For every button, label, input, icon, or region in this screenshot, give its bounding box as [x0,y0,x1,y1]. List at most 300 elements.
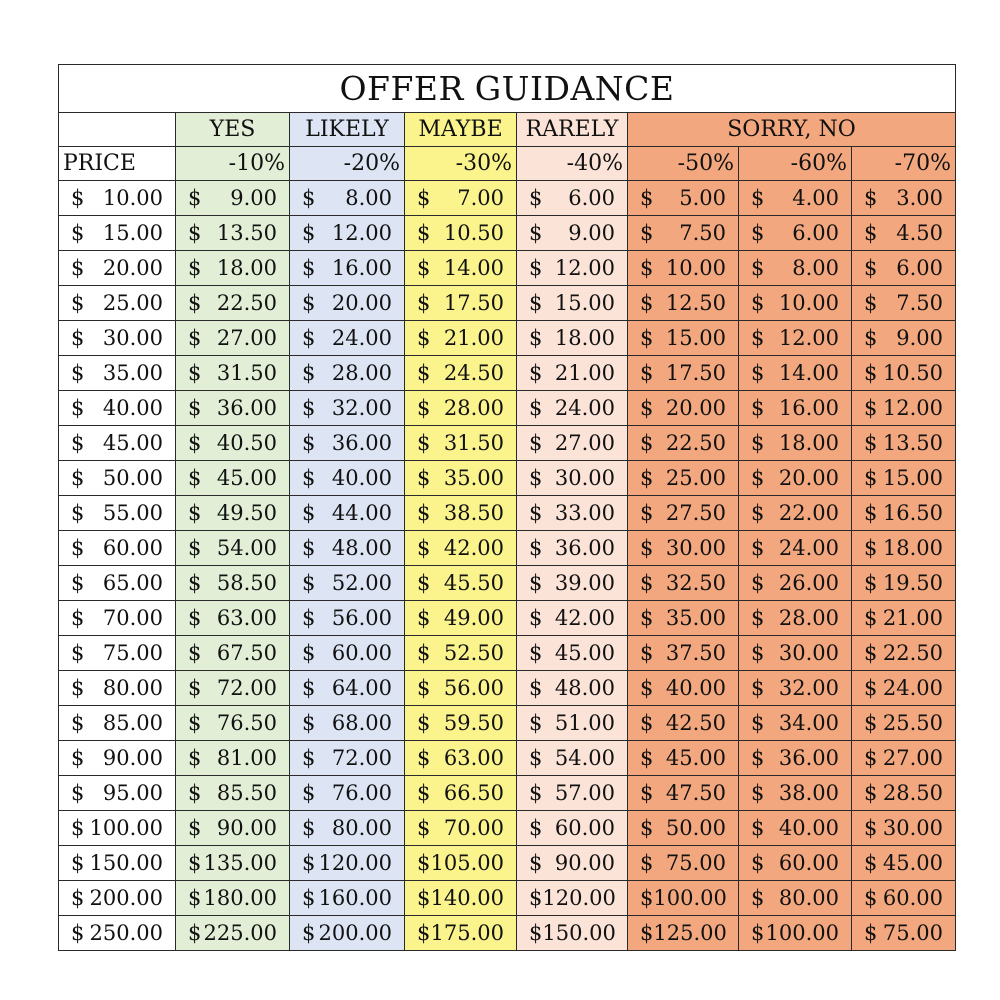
amount: 24.00 [882,676,943,700]
no-60-cell [739,321,852,356]
currency-symbol: $ [640,326,654,350]
amount: 8.00 [792,256,839,280]
currency-symbol: $ [302,781,316,805]
currency-symbol: $ [302,326,316,350]
amount: 13.50 [216,221,277,245]
amount: 42.50 [665,711,726,735]
currency-symbol: $ [417,676,431,700]
currency-symbol: $ [529,291,543,315]
maybe-cell [405,356,517,391]
maybe-cell [405,706,517,741]
no-60-cell [739,706,852,741]
currency-symbol: $ [640,221,654,245]
maybe-cell [405,811,517,846]
currency-symbol: $ [188,781,202,805]
amount: 90.00 [102,746,163,770]
no-70-cell [852,811,956,846]
no-50-cell [628,461,739,496]
currency-symbol: $ [417,711,431,735]
currency-symbol: $ [864,851,878,875]
currency-symbol: $ [529,711,543,735]
amount: 16.50 [882,501,943,525]
no-70-cell [852,881,956,916]
amount: 200.00 [89,886,163,910]
currency-symbol: $ [751,781,765,805]
amount: 42.00 [443,536,504,560]
currency-symbol: $ [302,256,316,280]
amount: 85.00 [102,711,163,735]
currency-symbol: $ [71,886,85,910]
currency-symbol: $ [529,676,543,700]
amount: 200.00 [318,921,392,945]
amount: 49.00 [443,606,504,630]
amount: 75.00 [882,921,943,945]
amount: 24.00 [778,536,839,560]
amount: 19.50 [882,571,943,595]
percent-header: -10% [176,147,290,181]
yes-cell [176,811,290,846]
yes-cell [176,671,290,706]
currency-symbol: $ [188,466,202,490]
currency-symbol: $ [751,431,765,455]
currency-symbol: $ [417,256,431,280]
no-50-cell [628,671,739,706]
amount: 9.00 [568,221,615,245]
currency-symbol: $ [529,256,543,280]
currency-symbol: $ [417,851,431,875]
table-row [59,811,956,846]
amount: 45.00 [554,641,615,665]
amount: 70.00 [443,816,504,840]
likely-cell [290,916,405,951]
maybe-cell [405,181,517,216]
amount: 180.00 [203,886,277,910]
currency-symbol: $ [751,256,765,280]
amount: 16.00 [331,256,392,280]
currency-symbol: $ [751,326,765,350]
no-70-cell [852,391,956,426]
price-cell [59,251,176,286]
header-sorry-no: SORRY, NO [628,113,956,147]
table-row [59,496,956,531]
no-70-cell [852,496,956,531]
amount: 50.00 [665,816,726,840]
rarely-cell [517,356,628,391]
no-50-cell [628,391,739,426]
amount: 100.00 [653,886,727,910]
currency-symbol: $ [529,431,543,455]
currency-symbol: $ [71,641,85,665]
amount: 90.00 [216,816,277,840]
header-maybe: MAYBE [405,113,517,147]
price-header: PRICE [59,147,176,181]
currency-symbol: $ [302,676,316,700]
amount: 90.00 [554,851,615,875]
rarely-cell [517,846,628,881]
title-row [59,65,956,113]
amount: 18.00 [216,256,277,280]
no-60-cell [739,741,852,776]
no-70-cell [852,356,956,391]
amount: 95.00 [102,781,163,805]
maybe-cell [405,881,517,916]
currency-symbol: $ [640,606,654,630]
no-70-cell [852,461,956,496]
maybe-cell [405,636,517,671]
likely-cell [290,601,405,636]
amount: 38.00 [778,781,839,805]
amount: 10.00 [778,291,839,315]
amount: 36.00 [216,396,277,420]
no-50-cell [628,776,739,811]
amount: 45.00 [882,851,943,875]
currency-symbol: $ [188,676,202,700]
currency-symbol: $ [71,676,85,700]
currency-symbol: $ [71,711,85,735]
rarely-cell [517,881,628,916]
maybe-cell [405,531,517,566]
amount: 80.00 [102,676,163,700]
no-60-cell [739,461,852,496]
amount: 10.50 [443,221,504,245]
table-row [59,916,956,951]
amount: 48.00 [331,536,392,560]
currency-symbol: $ [188,396,202,420]
amount: 59.50 [443,711,504,735]
currency-symbol: $ [640,501,654,525]
currency-symbol: $ [640,256,654,280]
amount: 10.50 [882,361,943,385]
currency-symbol: $ [417,466,431,490]
amount: 81.00 [216,746,277,770]
amount: 45.00 [216,466,277,490]
amount: 60.00 [331,641,392,665]
no-60-cell [739,636,852,671]
currency-symbol: $ [302,221,316,245]
amount: 10.00 [665,256,726,280]
rarely-cell [517,286,628,321]
currency-symbol: $ [417,921,431,945]
amount: 160.00 [318,886,392,910]
amount: 42.00 [554,606,615,630]
price-cell [59,741,176,776]
amount: 60.00 [102,536,163,560]
amount: 12.00 [778,326,839,350]
rarely-cell [517,426,628,461]
amount: 135.00 [203,851,277,875]
amount: 12.00 [554,256,615,280]
amount: 10.00 [102,186,163,210]
currency-symbol: $ [188,221,202,245]
amount: 25.50 [882,711,943,735]
currency-symbol: $ [751,886,765,910]
currency-symbol: $ [417,501,431,525]
amount: 40.50 [216,431,277,455]
currency-symbol: $ [417,186,431,210]
amount: 7.50 [896,291,943,315]
amount: 76.50 [216,711,277,735]
currency-symbol: $ [71,291,85,315]
no-60-cell [739,916,852,951]
currency-symbol: $ [188,816,202,840]
percent-header: -20% [290,147,405,181]
amount: 76.00 [331,781,392,805]
no-50-cell [628,916,739,951]
no-60-cell [739,671,852,706]
amount: 30.00 [882,816,943,840]
likely-cell [290,356,405,391]
currency-symbol: $ [864,361,878,385]
maybe-cell [405,321,517,356]
no-70-cell [852,181,956,216]
amount: 24.00 [331,326,392,350]
currency-symbol: $ [640,291,654,315]
amount: 12.50 [665,291,726,315]
price-cell [59,391,176,426]
yes-cell [176,706,290,741]
currency-symbol: $ [864,676,878,700]
currency-symbol: $ [640,676,654,700]
rarely-cell [517,566,628,601]
no-60-cell [739,776,852,811]
no-70-cell [852,426,956,461]
currency-symbol: $ [188,921,202,945]
amount: 6.00 [568,186,615,210]
maybe-cell [405,916,517,951]
currency-symbol: $ [640,851,654,875]
currency-symbol: $ [188,431,202,455]
amount: 80.00 [778,886,839,910]
currency-symbol: $ [302,851,316,875]
no-50-cell [628,251,739,286]
currency-symbol: $ [751,746,765,770]
currency-symbol: $ [864,501,878,525]
amount: 27.00 [882,746,943,770]
no-60-cell [739,181,852,216]
amount: 40.00 [331,466,392,490]
price-cell [59,321,176,356]
currency-symbol: $ [864,921,878,945]
currency-symbol: $ [188,851,202,875]
no-50-cell [628,356,739,391]
table-row [59,251,956,286]
currency-symbol: $ [417,291,431,315]
maybe-cell [405,566,517,601]
likely-cell [290,881,405,916]
no-50-cell [628,566,739,601]
yes-cell [176,356,290,391]
currency-symbol: $ [71,501,85,525]
amount: 63.00 [216,606,277,630]
amount: 30.00 [778,641,839,665]
amount: 48.00 [554,676,615,700]
currency-symbol: $ [188,186,202,210]
currency-symbol: $ [302,501,316,525]
currency-symbol: $ [640,186,654,210]
currency-symbol: $ [640,396,654,420]
currency-symbol: $ [640,816,654,840]
yes-cell [176,916,290,951]
yes-cell [176,566,290,601]
likely-cell [290,741,405,776]
amount: 35.00 [443,466,504,490]
yes-cell [176,741,290,776]
amount: 12.00 [882,396,943,420]
currency-symbol: $ [417,746,431,770]
amount: 51.00 [554,711,615,735]
percent-header: -30% [405,147,517,181]
currency-symbol: $ [751,291,765,315]
percent-header: -40% [517,147,628,181]
amount: 20.00 [331,291,392,315]
currency-symbol: $ [529,536,543,560]
currency-symbol: $ [529,571,543,595]
amount: 63.00 [443,746,504,770]
price-cell [59,671,176,706]
amount: 25.00 [102,291,163,315]
no-50-cell [628,496,739,531]
amount: 16.00 [778,396,839,420]
amount: 13.50 [882,431,943,455]
currency-symbol: $ [188,641,202,665]
currency-symbol: $ [417,536,431,560]
currency-symbol: $ [640,746,654,770]
rarely-cell [517,601,628,636]
rarely-cell [517,741,628,776]
currency-symbol: $ [751,816,765,840]
amount: 54.00 [554,746,615,770]
currency-symbol: $ [529,851,543,875]
currency-symbol: $ [302,291,316,315]
amount: 35.00 [665,606,726,630]
amount: 52.50 [443,641,504,665]
currency-symbol: $ [751,921,765,945]
yes-cell [176,531,290,566]
amount: 64.00 [331,676,392,700]
no-60-cell [739,356,852,391]
currency-symbol: $ [302,431,316,455]
likely-cell [290,846,405,881]
currency-symbol: $ [417,816,431,840]
currency-symbol: $ [640,361,654,385]
table-row [59,566,956,601]
currency-symbol: $ [188,711,202,735]
amount: 22.50 [665,431,726,455]
currency-symbol: $ [188,536,202,560]
currency-symbol: $ [302,746,316,770]
yes-cell [176,426,290,461]
percent-header-row [59,147,956,181]
currency-symbol: $ [302,571,316,595]
currency-symbol: $ [864,781,878,805]
currency-symbol: $ [864,291,878,315]
amount: 24.50 [443,361,504,385]
rarely-cell [517,251,628,286]
rarely-cell [517,916,628,951]
currency-symbol: $ [640,921,654,945]
table-row [59,321,956,356]
likely-cell [290,391,405,426]
amount: 14.00 [778,361,839,385]
amount: 18.00 [882,536,943,560]
likely-cell [290,706,405,741]
table-row [59,216,956,251]
amount: 56.00 [443,676,504,700]
yes-cell [176,601,290,636]
amount: 32.00 [331,396,392,420]
currency-symbol: $ [751,851,765,875]
amount: 14.00 [443,256,504,280]
table-row [59,671,956,706]
likely-cell [290,251,405,286]
amount: 36.00 [331,431,392,455]
amount: 21.00 [882,606,943,630]
amount: 4.50 [896,221,943,245]
amount: 60.00 [778,851,839,875]
no-70-cell [852,846,956,881]
currency-symbol: $ [864,816,878,840]
maybe-cell [405,216,517,251]
currency-symbol: $ [302,186,316,210]
price-cell [59,706,176,741]
no-60-cell [739,811,852,846]
price-cell [59,776,176,811]
currency-symbol: $ [71,466,85,490]
table-row [59,636,956,671]
amount: 4.00 [792,186,839,210]
amount: 140.00 [430,886,504,910]
currency-symbol: $ [529,326,543,350]
amount: 27.50 [665,501,726,525]
percent-header: -60% [739,147,852,181]
currency-symbol: $ [417,641,431,665]
currency-symbol: $ [71,921,85,945]
maybe-cell [405,601,517,636]
maybe-cell [405,741,517,776]
rarely-cell [517,391,628,426]
amount: 80.00 [331,816,392,840]
currency-symbol: $ [640,641,654,665]
maybe-cell [405,251,517,286]
amount: 125.00 [653,921,727,945]
amount: 57.00 [554,781,615,805]
amount: 25.00 [665,466,726,490]
currency-symbol: $ [751,536,765,560]
no-50-cell [628,321,739,356]
amount: 67.50 [216,641,277,665]
currency-symbol: $ [751,396,765,420]
currency-symbol: $ [417,396,431,420]
price-cell [59,881,176,916]
currency-symbol: $ [71,326,85,350]
table-row [59,601,956,636]
currency-symbol: $ [417,781,431,805]
currency-symbol: $ [751,466,765,490]
amount: 105.00 [430,851,504,875]
amount: 150.00 [542,921,616,945]
currency-symbol: $ [417,886,431,910]
currency-symbol: $ [640,571,654,595]
no-70-cell [852,706,956,741]
category-header-row [59,113,956,147]
amount: 54.00 [216,536,277,560]
no-50-cell [628,286,739,321]
currency-symbol: $ [417,221,431,245]
amount: 75.00 [665,851,726,875]
amount: 85.50 [216,781,277,805]
table-row [59,286,956,321]
currency-symbol: $ [864,186,878,210]
